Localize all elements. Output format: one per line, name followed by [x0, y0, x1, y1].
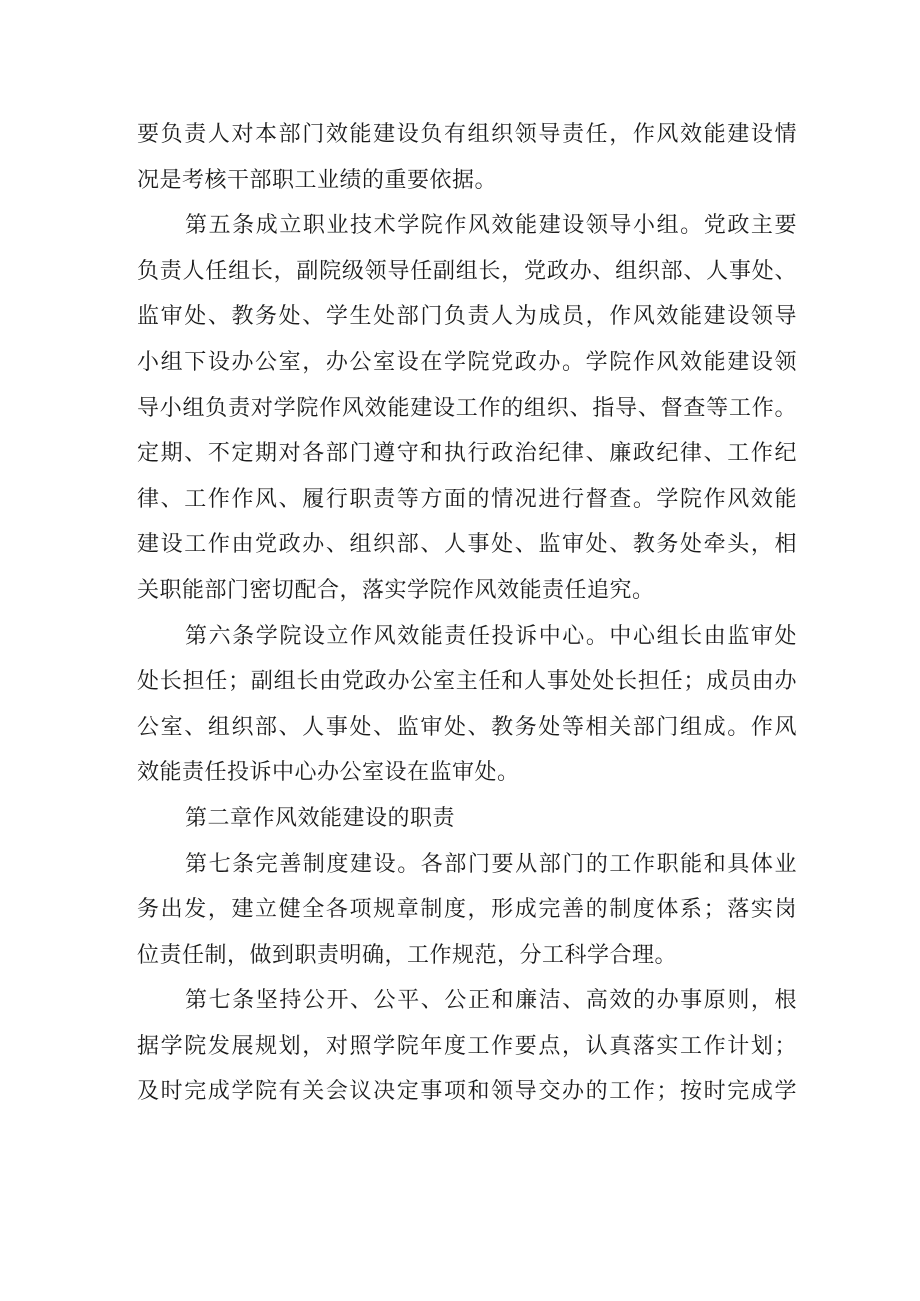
text-line: 要负责人对本部门效能建设负有组织领导责任，作风效能建设情: [137, 122, 797, 147]
text-line: 及时完成学院有关会议决定事项和领导交办的工作；按时完成学: [137, 1079, 797, 1105]
text-line: 负责人任组长，副院级领导任副组长，党政办、组织部、人事处、: [137, 258, 797, 284]
paragraph-article-6: [137, 614, 797, 796]
text-line: 关职能部门密切配合，落实学院作风效能责任追究。: [137, 577, 655, 603]
text-line: 位责任制，做到职责明确，工作规范，分工科学合理。: [137, 942, 678, 968]
text-line: 监审处、教务处、学生处部门负责人为成员，作风效能建设领导: [137, 304, 797, 330]
text-line: 况是考核干部职工业绩的重要依据。: [137, 167, 498, 193]
text-line: 务出发，建立健全各项规章制度，形成完善的制度体系；落实岗: [137, 897, 797, 923]
text-line: 第六条学院设立作风效能责任投诉中心。中心组长由监审处: [185, 623, 797, 649]
paragraph-article-5: [137, 203, 797, 613]
text-line: 建设工作由党政办、组织部、人事处、监审处、教务处牵头，相: [137, 532, 797, 558]
text-line: 律、工作作风、履行职责等方面的情况进行督查。学院作风效能: [137, 486, 797, 512]
text-line: 据学院发展规划，对照学院年度工作要点，认真落实工作计划；: [137, 1033, 797, 1059]
paragraph-article-7b: [137, 978, 797, 1115]
text-line: 小组下设办公室，办公室设在学院党政办。学院作风效能建设领: [137, 349, 797, 375]
text-line: 第七条完善制度建设。各部门要从部门的工作职能和具体业: [185, 851, 797, 877]
paragraph-article-7a: [137, 842, 797, 979]
text-line: 公室、组织部、人事处、监审处、教务处等相关部门组成。作风: [137, 714, 797, 740]
text-line: 第七条坚持公开、公平、公正和廉洁、高效的办事原则，根: [185, 988, 797, 1014]
document-body: [137, 112, 797, 1115]
text-line: 导小组负责对学院作风效能建设工作的组织、指导、督查等工作。: [137, 395, 797, 421]
text-line: 效能责任投诉中心办公室设在监审处。: [137, 760, 520, 786]
text-line: 定期、不定期对各部门遵守和执行政治纪律、廉政纪律、工作纪: [137, 441, 797, 467]
chapter-title: 第二章作风效能建设的职责: [185, 805, 456, 831]
text-line: 处长担任；副组长由党政办公室主任和人事处处长担任；成员由办: [137, 669, 797, 695]
chapter-heading: [137, 796, 797, 842]
text-line: 第五条成立职业技术学院作风效能建设领导小组。党政主要: [185, 213, 797, 239]
paragraph-continued: [137, 112, 797, 203]
